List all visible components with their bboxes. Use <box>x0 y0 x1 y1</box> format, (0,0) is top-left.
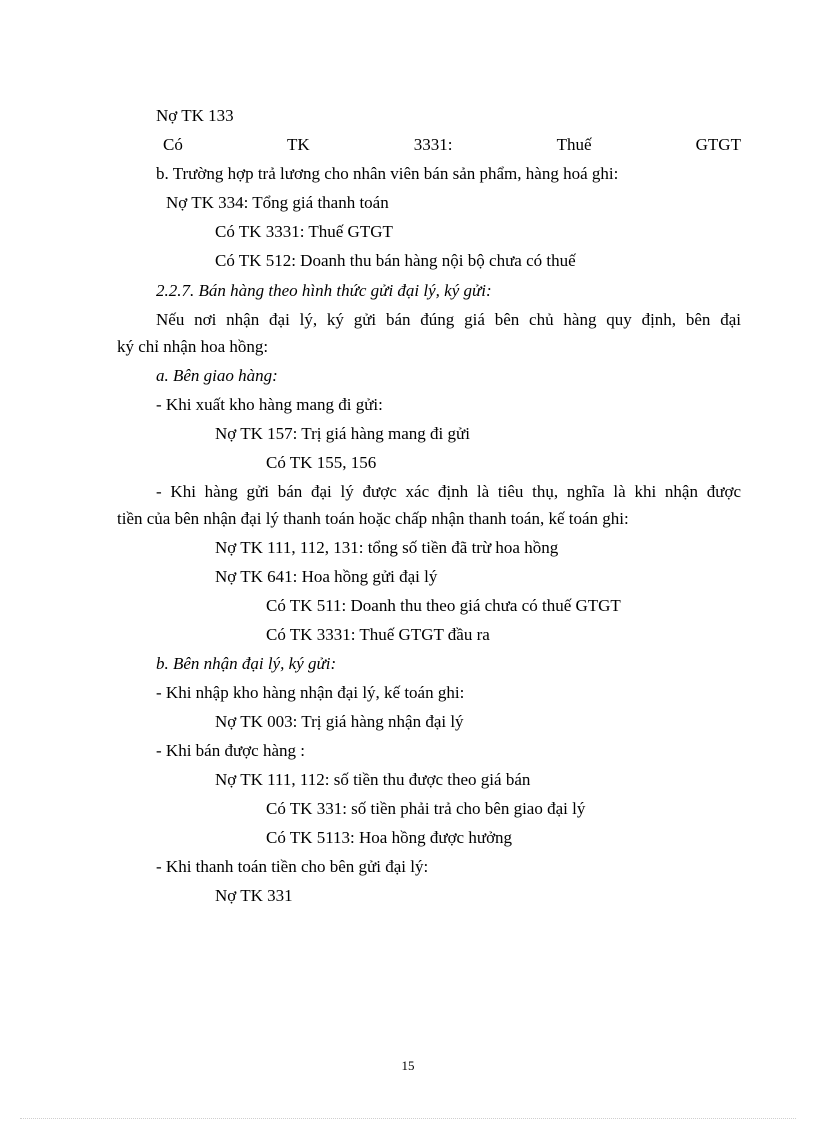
section-heading-2-2-7: 2.2.7. Bán hàng theo hình thức gửi đại lý, ký gửi: <box>156 281 492 300</box>
paragraph-line: ký chỉ nhận hoa hồng: <box>117 337 269 356</box>
entry-debit-133: Nợ TK 133 <box>156 106 234 125</box>
entry-credit-512: Có TK 512: Doanh thu bán hàng nội bộ chưa có thuế <box>215 251 576 270</box>
page-number: 15 <box>401 1058 415 1073</box>
paragraph-line: tiền của bên nhận đại lý thanh toán hoặc chấp nhận thanh toán, kế toán ghi: <box>117 509 629 528</box>
word: TK <box>286 135 310 154</box>
bullet-item: - Khi nhập kho hàng nhận đại lý, kế toán ghi: <box>156 683 465 702</box>
entry-debit-111: Nợ TK 111, 112, 131: tổng số tiền đã trừ hoa hồng <box>215 538 559 557</box>
entry-debit-003: Nợ TK 003: Trị giá hàng nhận đại lý <box>215 712 464 731</box>
subheading-b: b. Bên nhận đại lý, ký gửi: <box>156 654 337 673</box>
word: Thuế <box>556 135 592 154</box>
entry-debit-334: Nợ TK 334: Tổng giá thanh toán <box>166 193 389 212</box>
word: 3331: <box>413 135 453 154</box>
bullet-item: - Khi hàng gửi bán đại lý được xác định là tiêu thụ, nghĩa là khi nhận được <box>156 482 741 501</box>
case-b-salary: b. Trường hợp trả lương cho nhân viên bán sản phẩm, hàng hoá ghi: <box>156 164 619 183</box>
bullet-item: - Khi xuất kho hàng mang đi gửi: <box>156 395 383 414</box>
entry-credit-155-156: Có TK 155, 156 <box>266 453 377 472</box>
entry-debit-331: Nợ TK 331 <box>215 886 293 905</box>
entry-credit-3331-justified <box>163 135 741 155</box>
entry-debit-157: Nợ TK 157: Trị giá hàng mang đi gửi <box>215 424 470 443</box>
word: Có <box>163 135 183 154</box>
entry-credit-331: Có TK 331: số tiền phải trả cho bên giao đại lý <box>266 799 586 818</box>
entry-credit-5113: Có TK 5113: Hoa hồng được hưởng <box>266 828 513 847</box>
bullet-item: - Khi bán được hàng : <box>156 741 305 760</box>
paragraph-line: Nếu nơi nhận đại lý, ký gửi bán đúng giá bên chủ hàng quy định, bên đại <box>156 310 741 329</box>
entry-credit-3331: Có TK 3331: Thuế GTGT <box>215 222 393 241</box>
word: GTGT <box>695 135 741 154</box>
subheading-a: a. Bên giao hàng: <box>156 366 278 385</box>
entry-credit-511: Có TK 511: Doanh thu theo giá chưa có thuế GTGT <box>266 596 621 615</box>
entry-debit-641: Nợ TK 641: Hoa hồng gửi đại lý <box>215 567 438 586</box>
page-bottom-border <box>20 1118 796 1119</box>
entry-credit-3331-output: Có TK 3331: Thuế GTGT đầu ra <box>266 625 490 644</box>
entry-debit-111-112: Nợ TK 111, 112: số tiền thu được theo giá bán <box>215 770 531 789</box>
bullet-item: - Khi thanh toán tiền cho bên gửi đại lý: <box>156 857 429 876</box>
